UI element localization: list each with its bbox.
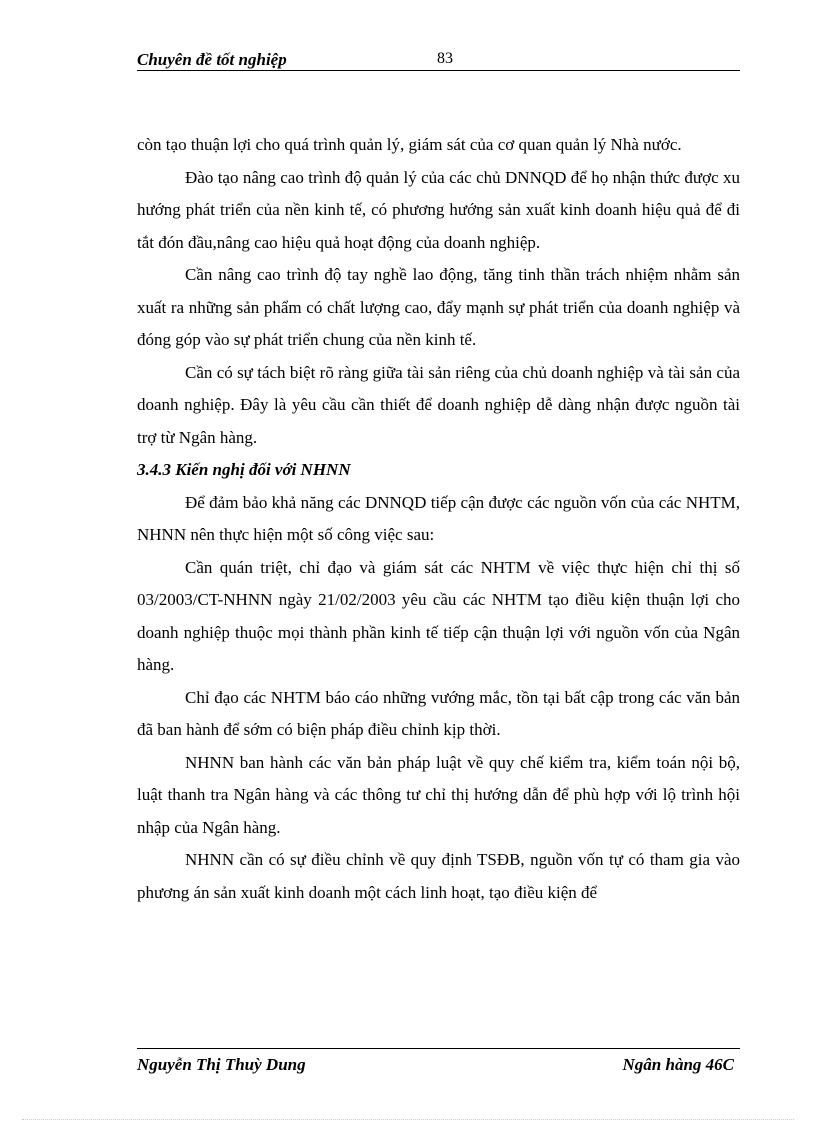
paragraph: NHNN cần có sự điều chỉnh về quy định TSĐB, nguồn vốn tự có tham gia vào phương án sản xuất kinh doanh một cách linh hoạt, tạo điều kiện để — [137, 850, 740, 902]
paragraph: Đào tạo nâng cao trình độ quản lý của các chủ DNNQD để họ nhận thức được xu hướng phát triển của nền kinh tế, có phương hướng sản xuất kinh doanh hiệu quả để đi tắt đón đầu,nâng cao hiệu quả hoạt động của doanh nghiệp. — [137, 167, 740, 252]
page-footer — [137, 1048, 740, 1079]
section-heading: 3.4.3 Kiến nghị đối với NHNN — [137, 460, 351, 479]
document-title: Chuyên đề tốt nghiệp — [137, 50, 287, 69]
paragraph: Cần quán triệt, chỉ đạo và giám sát các NHTM về việc thực hiện chỉ thị số 03/2003/CT-NHNN ngày 21/02/2003 yêu cầu các NHTM tạo điều kiện thuận lợi cho doanh nghiệp thuộc mọi thành phần kinh tế tiếp cận thuận lợi với nguồn vốn của Ngân hàng. — [137, 557, 740, 674]
page-number: 83 — [437, 50, 453, 67]
class-name: Ngân hàng 46C — [622, 1055, 734, 1074]
page-header — [137, 50, 740, 71]
paragraph: Chỉ đạo các NHTM báo cáo những vướng mắc, tồn tại bất cập trong các văn bản đã ban hành để sớm có biện pháp điều chỉnh kịp thời. — [137, 687, 740, 739]
paragraph: Cần có sự tách biệt rõ ràng giữa tài sản riêng của chủ doanh nghiệp và tài sản của doanh nghiệp. Đây là yêu cầu cần thiết để doanh nghiệp dễ dàng nhận được nguồn tài trợ từ Ngân hàng. — [137, 362, 740, 447]
paragraph: Cần nâng cao trình độ tay nghề lao động, tăng tinh thần trách nhiệm nhằm sản xuất ra những sản phẩm có chất lượng cao, đẩy mạnh sự phát triển của doanh nghiệp và đóng góp vào sự phát triển chung của nền kinh tế. — [137, 265, 740, 349]
paragraph: NHNN ban hành các văn bản pháp luật về quy chế kiểm tra, kiểm toán nội bộ, luật thanh tra Ngân hàng và các thông tư chỉ thị hướng dẫn để phù hợp với lộ trình hội nhập của Ngân hàng. — [137, 752, 740, 837]
paragraph-continuation: còn tạo thuận lợi cho quá trình quản lý, giám sát của cơ quan quản lý Nhà nước. — [137, 135, 682, 154]
page-body — [137, 129, 740, 909]
author-name: Nguyễn Thị Thuỳ Dung — [137, 1055, 306, 1074]
page-bottom-edge — [22, 1119, 794, 1120]
paragraph: Để đảm bảo khả năng các DNNQD tiếp cận được các nguồn vốn của các NHTM, NHNN nên thực hiện một số công việc sau: — [137, 492, 740, 544]
